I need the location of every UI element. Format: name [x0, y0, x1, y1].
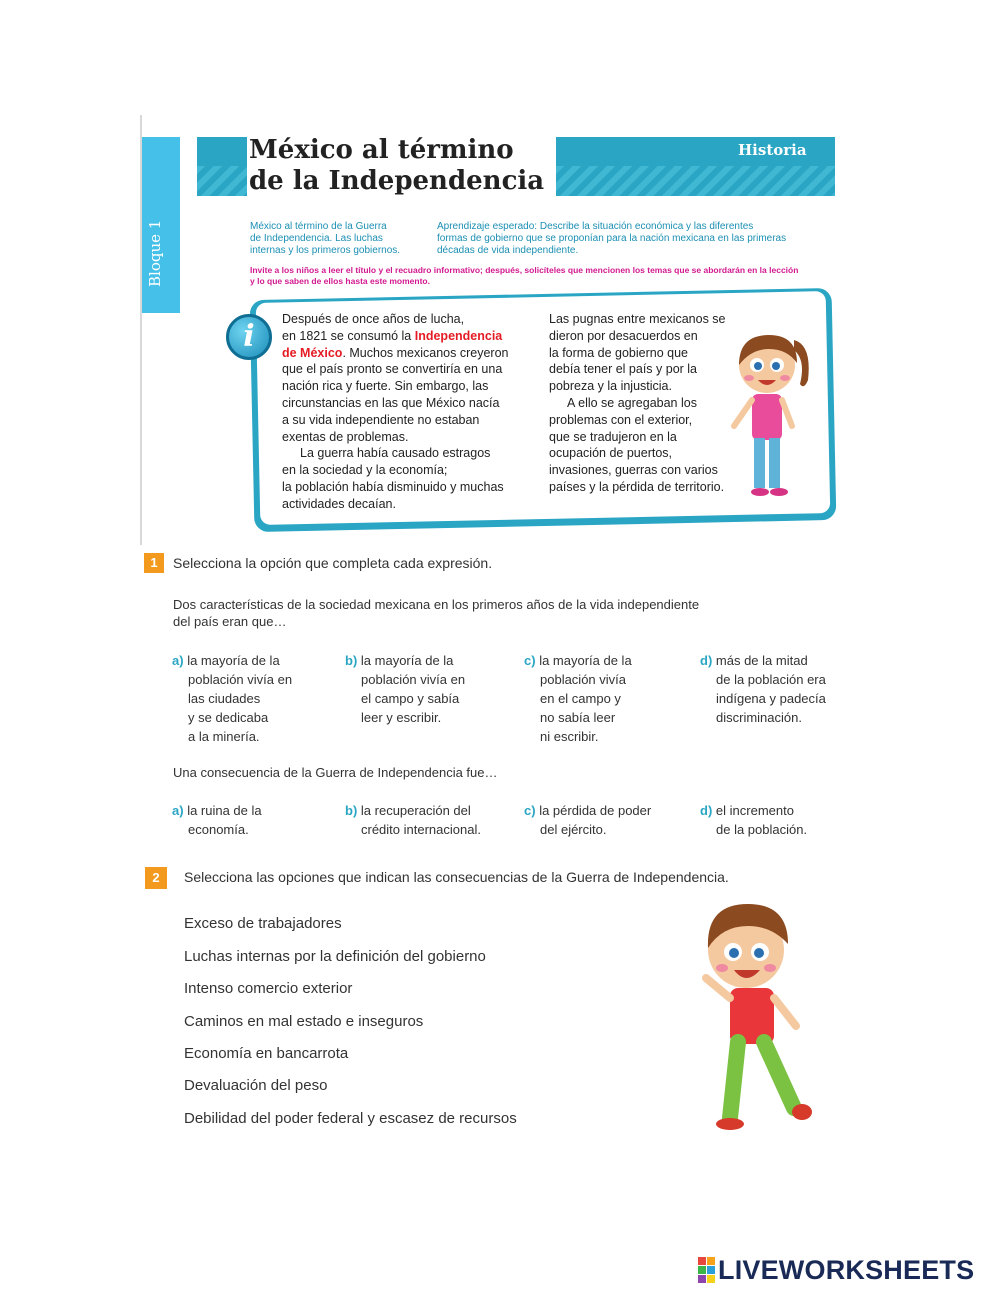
- answer-option-d[interactable]: d) más de la mitad de la población era indígena y padecía discriminación.: [700, 653, 826, 725]
- question-stem: Una consecuencia de la Guerra de Independencia fue…: [173, 765, 498, 780]
- answer-option-b[interactable]: b) la mayoría de la población vivía en el campo y sabía leer y escribir.: [345, 653, 466, 725]
- girl-illustration: [722, 320, 822, 500]
- title-bar-left: [197, 137, 247, 196]
- consequence-option[interactable]: Luchas internas por la definición del gobierno: [184, 948, 486, 965]
- answer-option-b[interactable]: b) la recuperación del crédito internacional.: [345, 803, 481, 837]
- info-text-column-2: Las pugnas entre mexicanos se dieron por desacuerdos en la forma de gobierno que debía tener el país y por la pobreza y la injusticia. A ello se agregaban los problemas con el exterior, que se tradujeron en la ocupación de puertos, invasiones, guerras con varios países y la pérdida de territorio.: [549, 312, 726, 494]
- lesson-topic: México al término de la Guerra de Independencia. Las luchas internas y los primeros gobiernos.: [250, 221, 401, 256]
- answer-option-c[interactable]: c) la mayoría de la población vivía en el campo y no sabía leer ni escribir.: [524, 653, 632, 744]
- learning-objective: Aprendizaje esperado: Describe la situación económica y las diferentes formas de gobierno que se proponían para la nación mexicana en las primeras décadas de vida independiente.: [437, 221, 787, 256]
- consequence-option[interactable]: Caminos en mal estado e inseguros: [184, 1013, 424, 1030]
- info-text-column-1: Después de once años de lucha, en 1821 se consumó la Independencia de México. Muchos mexicanos creyeron que el país pronto se convertiría en una nación rica y fuerte. Sin embargo, las circunstancias en las que México nacía a su vida independiente no estaban exentas de problemas. La guerra había causado estragos en la sociedad y la economía; la población había disminuido y muchas actividades decaían.: [282, 312, 509, 511]
- section-number-badge: 1: [144, 553, 164, 573]
- teacher-note: Invite a los niños a leer el título y el recuadro informativo; después, solicíteles que mencionen los temas que se abordarán en la lección y lo que saben de ellos hasta este momento.: [250, 265, 799, 286]
- liveworksheets-logo: [698, 1255, 974, 1285]
- highlight-term: Independencia: [414, 328, 503, 343]
- highlight-term: de México: [282, 345, 343, 360]
- consequence-option[interactable]: Debilidad del poder federal y escasez de recursos: [184, 1110, 517, 1127]
- question-stem: Dos características de la sociedad mexicana en los primeros años de la vida independiente del país eran que…: [173, 597, 700, 629]
- consequence-option[interactable]: Devaluación del peso: [184, 1077, 328, 1094]
- answer-option-a[interactable]: a) la mayoría de la población vivía en las ciudades y se dedicaba a la minería.: [172, 653, 293, 744]
- logo-mark-icon: [698, 1257, 715, 1283]
- subject-label: Historia: [738, 141, 807, 159]
- section-instruction: Selecciona las opciones que indican las consecuencias de la Guerra de Independencia.: [184, 869, 729, 885]
- page-title: México al término de la Independencia: [249, 135, 545, 196]
- consequence-option[interactable]: Economía en bancarrota: [184, 1045, 349, 1062]
- answer-option-c[interactable]: c) la pérdida de poder del ejército.: [524, 803, 652, 837]
- logo-text: LIVEWORKSHEETS: [718, 1254, 975, 1285]
- block-tab: [142, 137, 180, 313]
- block-tab-label: Bloque 1: [146, 219, 164, 287]
- consequence-option[interactable]: Exceso de trabajadores: [184, 915, 342, 932]
- section-number-badge: 2: [145, 867, 167, 889]
- info-icon: i: [226, 314, 272, 360]
- answer-option-d[interactable]: d) el incremento de la población.: [700, 803, 808, 837]
- answer-option-a[interactable]: a) la ruina de la economía.: [172, 803, 262, 837]
- consequence-option[interactable]: Intenso comercio exterior: [184, 980, 353, 997]
- section-instruction: Selecciona la opción que completa cada expresión.: [173, 555, 493, 571]
- boy-illustration: [688, 900, 828, 1140]
